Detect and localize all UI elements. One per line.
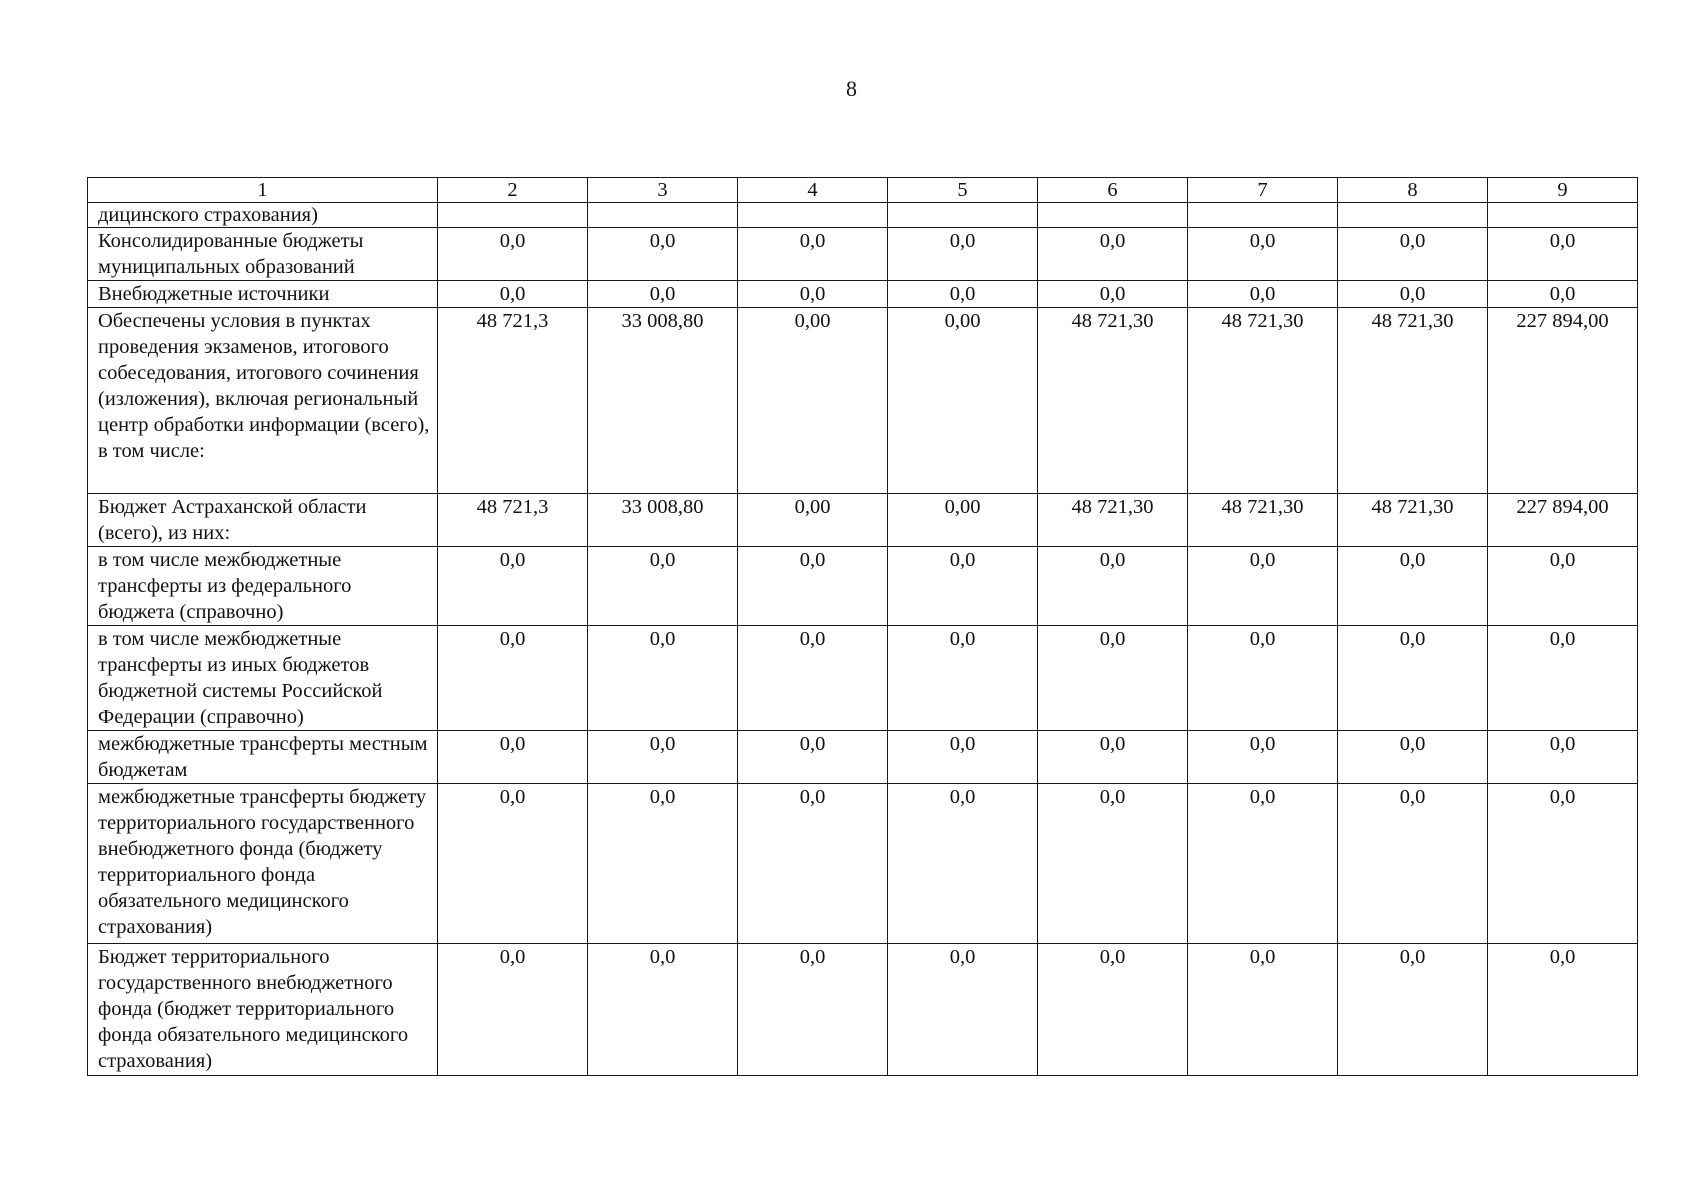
column-header: 8 [1338,178,1488,203]
column-header: 7 [1188,178,1338,203]
table-cell: 0,0 [438,547,588,626]
table-cell: 0,00 [888,494,1038,547]
table-cell: 0,0 [588,731,738,784]
table-cell: 0,0 [1188,626,1338,731]
table-cell: 0,0 [588,281,738,308]
table-cell: 0,0 [1038,547,1188,626]
table-cell: 0,0 [738,547,888,626]
table-row [88,784,1638,944]
table-cell [1488,203,1638,228]
table-cell: 48 721,30 [1188,494,1338,547]
table-cell: 0,0 [1038,626,1188,731]
table-cell: 0,00 [738,308,888,494]
table-cell: 0,0 [1338,228,1488,281]
table-cell: 0,0 [1338,281,1488,308]
table-cell: 0,0 [1488,228,1638,281]
table-cell: 48 721,30 [1338,308,1488,494]
table-cell: 0,0 [438,228,588,281]
column-header: 4 [738,178,888,203]
row-label: в том числе межбюджетные трансферты из федерального бюджета (справочно) [88,547,438,626]
table-cell: 0,0 [1038,281,1188,308]
table-cell: 0,0 [438,731,588,784]
table-cell: 0,0 [1038,784,1188,944]
row-label: Внебюджетные источники [88,281,438,308]
table-cell: 0,0 [1188,547,1338,626]
table-cell: 0,0 [1488,547,1638,626]
table-cell: 48 721,30 [1038,494,1188,547]
table-cell: 0,0 [438,626,588,731]
table-cell: 0,0 [1038,228,1188,281]
column-header: 3 [588,178,738,203]
table-cell: 0,0 [738,281,888,308]
table-cell [1338,203,1488,228]
column-header: 2 [438,178,588,203]
table-cell: 0,0 [1338,944,1488,1076]
column-header: 9 [1488,178,1638,203]
table-cell: 0,0 [438,281,588,308]
table-row [88,228,1638,281]
table-cell: 0,0 [1338,547,1488,626]
table-cell: 0,0 [1038,944,1188,1076]
column-header: 6 [1038,178,1188,203]
table-cell: 48 721,30 [1338,494,1488,547]
table-cell: 0,0 [888,626,1038,731]
table-cell: 0,0 [1338,731,1488,784]
table-row [88,494,1638,547]
table-cell: 0,0 [888,547,1038,626]
table-cell: 0,00 [888,308,1038,494]
table-cell: 0,0 [1188,281,1338,308]
table-cell: 0,0 [588,944,738,1076]
table-cell: 0,0 [738,626,888,731]
table-cell: 0,00 [738,494,888,547]
table-cell: 0,0 [1188,944,1338,1076]
table-row-continuation [88,203,1638,228]
table-cell [438,203,588,228]
table-row [88,944,1638,1076]
table-cell: 227 894,00 [1488,494,1638,547]
table-cell: 0,0 [1188,731,1338,784]
table-cell: 48 721,30 [1038,308,1188,494]
row-label: межбюджетные трансферты бюджету территориального государственного внебюджетного фонда (бюджету территориального фонда обязательного медицинского страхования) [88,784,438,944]
table-cell [738,203,888,228]
table-cell: 0,0 [738,228,888,281]
row-label: Бюджет территориального государственного внебюджетного фонда (бюджет территориального фонда обязательного медицинского страхования) [88,944,438,1076]
table-cell: 0,0 [1488,784,1638,944]
table-cell: 48 721,30 [1188,308,1338,494]
table-cell: 0,0 [438,784,588,944]
table-cell: 0,0 [738,944,888,1076]
budget-table [87,177,1638,1076]
table-cell: 0,0 [1188,228,1338,281]
table-cell: 0,0 [1338,784,1488,944]
table-cell [588,203,738,228]
table-cell: 0,0 [1488,281,1638,308]
row-label: межбюджетные трансферты местным бюджетам [88,731,438,784]
table-cell: 0,0 [588,784,738,944]
table-cell: 0,0 [1188,784,1338,944]
column-header: 5 [888,178,1038,203]
table-cell: 0,0 [888,944,1038,1076]
table-cell: 0,0 [588,228,738,281]
table-cell: 0,0 [1488,944,1638,1076]
table-cell: 0,0 [1488,626,1638,731]
page-number: 8 [846,76,857,101]
table-cell [1038,203,1188,228]
row-label: в том числе межбюджетные трансферты из иных бюджетов бюджетной системы Российской Федерации (справочно) [88,626,438,731]
table-cell: 0,0 [738,731,888,784]
table-row [88,731,1638,784]
table-cell: 0,0 [888,731,1038,784]
row-label: Консолидированные бюджеты муниципальных образований [88,228,438,281]
table-cell: 0,0 [588,626,738,731]
table-row [88,626,1638,731]
table-cell: 0,0 [588,547,738,626]
row-label: Бюджет Астраханской области (всего), из них: [88,494,438,547]
table-cell [888,203,1038,228]
table-row [88,281,1638,308]
table-cell: 0,0 [1038,731,1188,784]
table-cell: 0,0 [888,228,1038,281]
table-cell: 33 008,80 [588,308,738,494]
table-row [88,308,1638,494]
table-cell: 0,0 [738,784,888,944]
table-cell: 0,0 [438,944,588,1076]
table-cell: 0,0 [888,784,1038,944]
table-cell: 48 721,3 [438,308,588,494]
column-header: 1 [88,178,438,203]
table-cell: 48 721,3 [438,494,588,547]
table-cell: 0,0 [888,281,1038,308]
row-label: Обеспечены условия в пунктах проведения экзаменов, итогового собеседования, итогового сочинения (изложения), включая региональный центр обработки информации (всего), в том числе: [88,308,438,494]
table-row [88,547,1638,626]
table-cell: 0,0 [1338,626,1488,731]
row-label: дицинского страхования) [88,203,438,228]
column-number-row [88,178,1638,203]
table-cell [1188,203,1338,228]
table-cell: 227 894,00 [1488,308,1638,494]
table-cell: 33 008,80 [588,494,738,547]
table-cell: 0,0 [1488,731,1638,784]
